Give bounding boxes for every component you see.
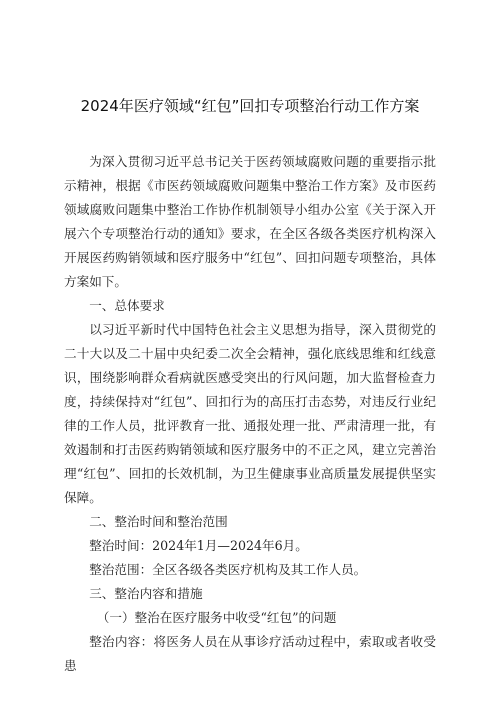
general-requirements-paragraph: 以习近平新时代中国特色社会主义思想为指导，深入贯彻党的二十大以及二十届中央纪委二次全会精神，强化底线思维和红线意识，围绕影响群众看病就医感受突出的行风问题，加大监督检查力度，持续保持对“红包”、回扣行为的高压打击态势，对违反行业纪律的工作人员，批评教育一批、通报处理一批、严肃清理一批，有效遏制和打击医药购销领域和医疗服务中的不正之风，建立完善治理“红包”、回扣的长效机制，为卫生健康事业高质量发展提供坚实保障。 — [64, 322, 436, 505]
intro-paragraph: 为深入贯彻习近平总书记关于医药领域腐败问题的重要指示批示精神，根据《市医药领域腐败问题集中整治工作方案》及市医药领域腐败问题集中整治工作协作机制领导小组办公室《关于深入开展六个专项整治行动的通知》要求，在全区各级各类医疗机构深入开展医药购销领域和医疗服务中“红包”、回扣问题专项整治，具体方案如下。 — [64, 154, 436, 289]
rectification-content-paragraph: 整治内容：将医务人员在从事诊疗活动过程中，索取或者收受患 — [64, 634, 436, 673]
document-title: 2024年医疗领域“红包”回扣专项整治行动工作方案 — [80, 97, 420, 115]
rectification-time: 整治时间：2024年1月—2024年6月。 — [89, 538, 308, 553]
subsection-heading-1: （一）整治在医疗服务中收受“红包”的问题 — [96, 610, 337, 625]
rectification-scope: 整治范围：全区各级各类医疗机构及其工作人员。 — [89, 562, 367, 577]
section-heading-1: 一、总体要求 — [89, 298, 165, 313]
section-heading-3: 三、整治内容和措施 — [89, 586, 203, 601]
section-heading-2: 二、整治时间和整治范围 — [89, 514, 228, 529]
document-body — [64, 150, 436, 678]
